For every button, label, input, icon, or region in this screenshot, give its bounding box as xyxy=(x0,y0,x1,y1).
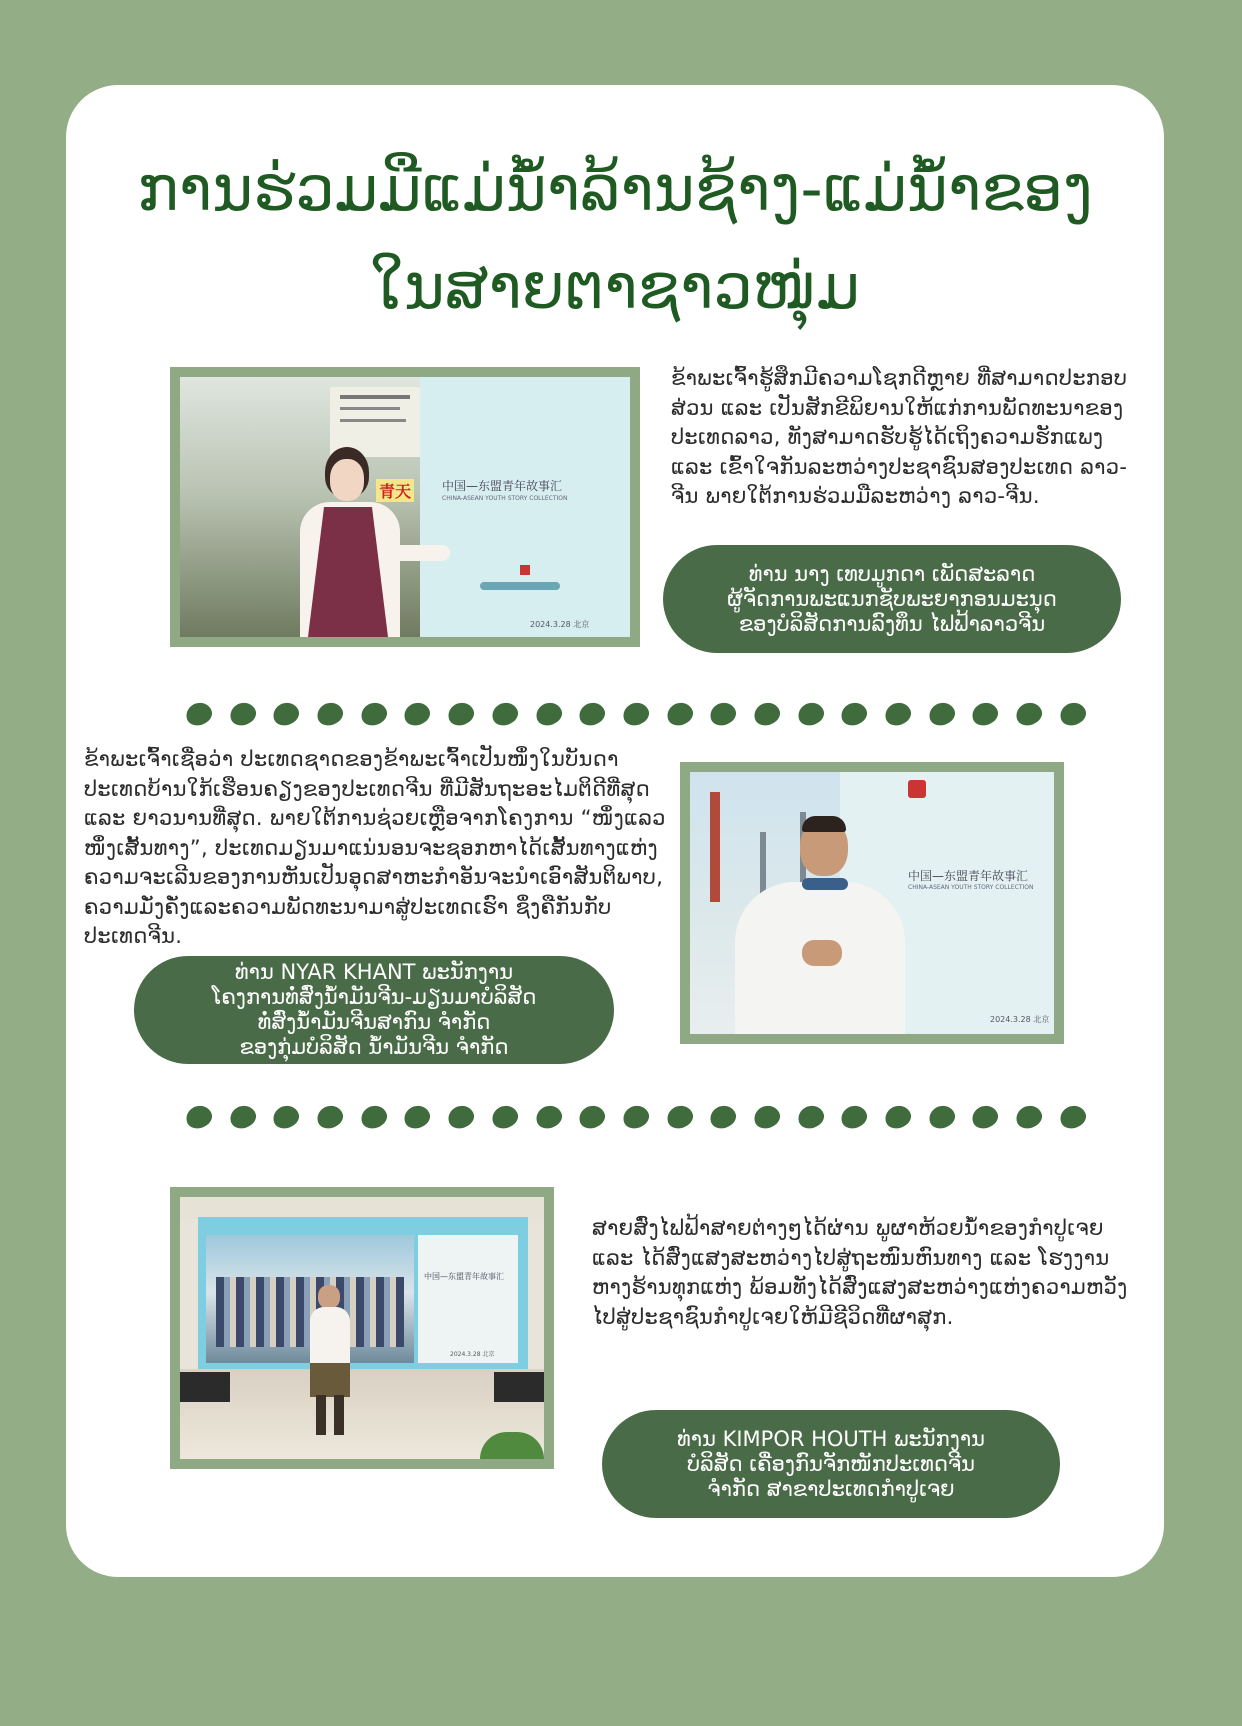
speaker-1-name: ທ່ານ ນາງ ເທບມູກດາ ເພັດສະລາດ xyxy=(748,561,1036,586)
leaf-dot xyxy=(751,1102,783,1132)
leaf-dot xyxy=(969,1102,1001,1132)
leaf-dot xyxy=(227,699,259,729)
leaf-dot xyxy=(882,1102,914,1132)
speaker-1-company: ຂອງບໍລິສັດການລົງທຶນ ໄຟຟ້າລາວຈີນ xyxy=(738,611,1046,636)
leaf-dot xyxy=(576,1102,608,1132)
title-line-1: ການຮ່ວມມືແມ່ນ້ຳລ້ານຊ້າງ-ແມ່ນ້ຳຂອງ xyxy=(137,152,1093,225)
leaf-dot xyxy=(314,1102,346,1132)
speaker-2-group: ຂອງກຸ່ມບໍລິສັດ ນ້ຳມັນຈີນ ຈຳກັດ xyxy=(239,1035,509,1059)
leaf-dot xyxy=(664,699,696,729)
leaf-dot xyxy=(795,699,827,729)
leaf-dot xyxy=(489,699,521,729)
title-line-2: ໃນສາຍຕາຊາວໜຸ່ມ xyxy=(370,250,860,323)
leaf-dot xyxy=(1057,699,1089,729)
leaf-dot xyxy=(1013,1102,1045,1132)
leaf-dot xyxy=(620,699,652,729)
photo-2-screen-title: 中国—东盟青年故事汇 xyxy=(908,869,1029,883)
leaf-dot xyxy=(314,699,346,729)
photo-1-screen-title: 中国—东盟青年故事汇 xyxy=(442,479,563,493)
speaker-1-role: ຜູ້ຈັດການພະແນກຊັບພະຍາກອນມະນຸດ xyxy=(727,586,1057,611)
speaker-1-caption xyxy=(663,545,1121,653)
page-title xyxy=(66,140,1164,336)
leaf-dot xyxy=(1013,699,1045,729)
leaf-dot xyxy=(358,1102,390,1132)
leaf-dot xyxy=(1057,1102,1089,1132)
speaker-2-role: ໂຄງການທໍ່ສົ່ງນ້ຳມັນຈີນ-ມຽນມາບໍລິສັດ xyxy=(211,985,537,1009)
leaf-dot xyxy=(926,1102,958,1132)
speaker-2-company: ທໍ່ສົ່ງນ້ຳມັນຈີນສາກົນ ຈຳກັດ xyxy=(257,1010,491,1034)
leaf-dot xyxy=(183,699,215,729)
photo-3-date: 2024.3.28 北京 xyxy=(450,1351,495,1358)
section-1-paragraph: ຂ້າພະເຈົ້າຮູ້ສຶກມີຄວາມໂຊກດີຫຼາຍ ທີ່ສາມາດປະກອບສ່ວນ ແລະ ເປັນສັກຂີພິຍານໃຫ້ແກ່ການພັດທະນາຂອງປະເທດລາວ, ທັງສາມາດຮັບຮູ້ໄດ້ເຖິງຄວາມຮັກແພງ ແລະ ເຂົ້າໃຈກັນລະຫວ່າງປະຊາຊົນສອງປະເທດ ລາວ-ຈີນ ພາຍໃຕ້ການຮ່ວມມືລະຫວ່າງ ລາວ-ຈີນ. xyxy=(671,366,1128,508)
leaf-dot xyxy=(445,699,477,729)
leaf-dot xyxy=(358,699,390,729)
leaf-dot xyxy=(795,1102,827,1132)
leaf-dot xyxy=(445,1102,477,1132)
photo-3-screen-title: 中国—东盟青年故事汇 xyxy=(424,1272,504,1281)
leaf-dot xyxy=(270,1102,302,1132)
leaf-dot xyxy=(576,699,608,729)
leaf-dot xyxy=(838,1102,870,1132)
photo-1-screen-subtitle: CHINA-ASEAN YOUTH STORY COLLECTION xyxy=(442,495,568,502)
photo-speaker-2 xyxy=(680,762,1064,1044)
leaf-dot xyxy=(664,1102,696,1132)
photo-speaker-3 xyxy=(170,1187,554,1469)
section-2-paragraph: ຂ້າພະເຈົ້າເຊື່ອວ່າ ປະເທດຊາດຂອງຂ້າພະເຈົ້າເປັນໜຶ່ງໃນບັນດາປະເທດບ້ານໃກ້ເຮືອນຄຽງຂອງປະເທດຈີນ ທີ່ມີສັນຖະອະໄມຕິດີທີ່ສຸດ ແລະ ຍາວນານທີ່ສຸດ. ພາຍໃຕ້ການຊ່ວຍເຫຼືອຈາກໂຄງການ “ໜຶ່ງແລວໜຶ່ງເສັ້ນທາງ”, ປະເທດມຽນມາແນ່ນອນຈະຊອກຫາໄດ້ເສັ້ນທາງແຫ່ງຄວາມຈະເລີນຂອງການຫັນເປັນອຸດສາຫະກຳອັນຈະນຳເອົາສັນຕິພາບ, ຄວາມມັ່ງຄັ່ງແລະຄວາມພັດທະນາມາສູ່ປະເທດເຮົາ ຊຶ່ງຄືກັນກັບປະເທດຈີນ. xyxy=(84,747,666,948)
speaker-3-name: ທ່ານ KIMPOR HOUTH ພະນັກງານ xyxy=(676,1426,985,1451)
speaker-3-company: ບໍລິສັດ ເຄື່ອງກົນຈັກໜັກປະເທດຈີນ xyxy=(687,1451,975,1476)
leaf-dot xyxy=(926,699,958,729)
section-3-paragraph: ສາຍສົ່ງໄຟຟ້າສາຍຕ່າງໆໄດ້ຜ່ານ ພູຜາຫ້ວຍນ້ຳຂອງກຳປູເຈຍ ແລະ ໄດ້ສົ່ງແສງສະຫວ່າງໄປສູ່ຖະໜົນຫົນທາງ ແລະ ໂຮງງານຫາງຮ້ານທຸກແຫ່ງ ພ້ອມທັງໄດ້ສົ່ງແສງສະຫວ່າງແຫ່ງຄວາມຫວັງ ໄປສູ່ປະຊາຊົນກຳປູເຈຍໃຫ້ມີຊີວິດທີ່ຜາສຸກ. xyxy=(592,1216,1128,1329)
leaf-dot xyxy=(707,699,739,729)
leaf-dot xyxy=(401,699,433,729)
leaf-dot xyxy=(620,1102,652,1132)
leaf-dot xyxy=(882,699,914,729)
speaker-3-caption xyxy=(602,1410,1060,1518)
photo-1-calligraphy: 青天 xyxy=(376,479,414,502)
leaf-dot xyxy=(533,699,565,729)
leaf-dot xyxy=(270,699,302,729)
leaf-dot xyxy=(227,1102,259,1132)
dot-divider-2 xyxy=(186,1105,1086,1129)
speaker-2-caption xyxy=(134,956,614,1064)
leaf-dot xyxy=(707,1102,739,1132)
leaf-dot xyxy=(533,1102,565,1132)
leaf-dot xyxy=(401,1102,433,1132)
leaf-dot xyxy=(183,1102,215,1132)
speaker-3-branch: ຈຳກັດ ສາຂາປະເທດກຳປູເຈຍ xyxy=(707,1476,955,1501)
leaf-dot xyxy=(751,699,783,729)
photo-1-date: 2024.3.28 北京 xyxy=(530,620,590,629)
photo-2-date: 2024.3.28 北京 xyxy=(990,1015,1050,1024)
photo-speaker-1 xyxy=(170,367,640,647)
photo-2-screen-subtitle: CHINA-ASEAN YOUTH STORY COLLECTION xyxy=(908,884,1034,891)
leaf-dot xyxy=(838,699,870,729)
leaf-dot xyxy=(969,699,1001,729)
speaker-2-name: ທ່ານ NYAR KHANT ພະນັກງານ xyxy=(234,960,514,984)
leaf-dot xyxy=(489,1102,521,1132)
dot-divider-1 xyxy=(186,702,1086,726)
